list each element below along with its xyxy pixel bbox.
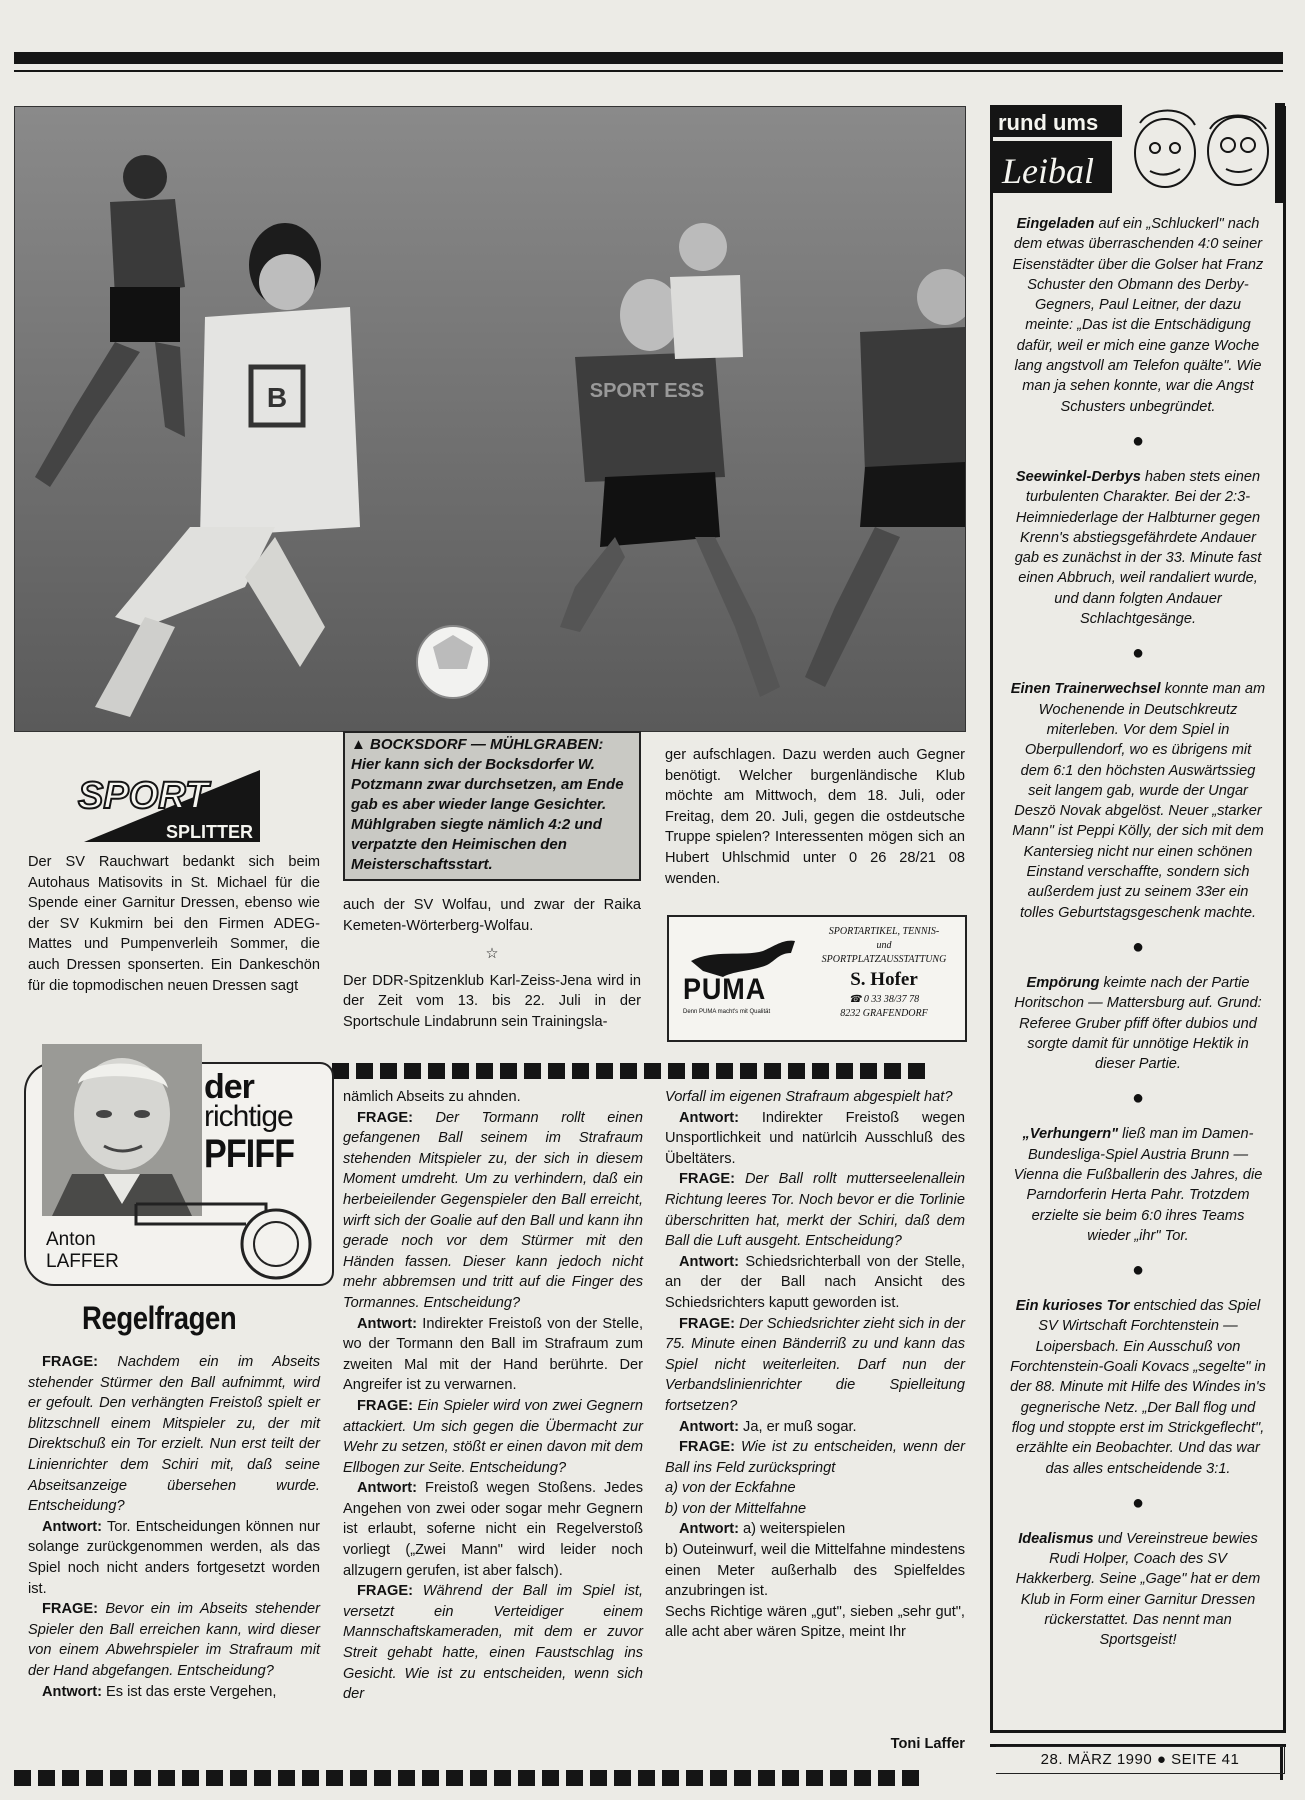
sidebar-text [1010, 214, 1266, 1651]
rule-text: b) von der Mittelfahne [665, 1500, 807, 1517]
ad-text [809, 925, 959, 1021]
rule-text: b) Outeinwurf, weil die Mittelfahne mindestens einen Meter außerhalb des Spielfeldes anzubringen ist. [665, 1542, 965, 1600]
footer-date: 28. MÄRZ 1990 [1040, 1751, 1153, 1768]
rule-label: FRAGE: [679, 1315, 735, 1332]
sidebar-item-text: haben stets einen turbulenten Charakter. Bei der 2:3-Heimniederlage der Halbturner gegen Krenn's abstiegsgefährdete Andauer gab es zunächst in der 33. Minute fast einen Abbruch, weil randaliert wurde, und dann folgten Andauer Schlachtgesänge. [1014, 468, 1262, 628]
rule-paragraph [665, 1540, 965, 1602]
footer-bullet-icon: ● [1156, 1751, 1167, 1768]
page-footer [996, 1746, 1285, 1774]
rule-text: Ein Spieler wird von zwei Gegnern attackiert. Um sich gegen die Übermacht zur Wehr zu setzen, stößt er einen davon mit dem Ellbogen zur Seite. Entscheidung? [343, 1397, 643, 1476]
signature: Toni Laffer [890, 1736, 965, 1752]
top-rule-thin [14, 70, 1283, 72]
sidebar-head-rund: rund ums [998, 110, 1099, 135]
rule-text: Schiedsrichterball von der Stelle, an der der Ball nach Ansicht des Schiedsrichters kaputt geworden ist. [665, 1253, 966, 1311]
bullet-icon: ● [1131, 1491, 1145, 1514]
bullet-icon: ● [1131, 429, 1145, 452]
rule-label: Antwort: [679, 1521, 739, 1538]
star-icon: ☆ [485, 946, 499, 963]
rule-text: Der Schiedsrichter zieht sich in der 75. Minute einen Bänderriß zu und kann das Spiel nicht weiterleiten. Darf nun der Verbandslinienrichter die Spielleitung fortsetzen? [665, 1315, 965, 1414]
caption-text: BOCKSDORF — MÜHLGRABEN: Hier kann sich der Bocksdorfer W. Potzmann zwar durchsetzen, am Ende gab es aber wieder lange Gesichter. Mühlgraben siegte nämlich 4:2 und verpatzte den Heimischen den Meisterschaftsstart. [351, 736, 624, 873]
splitter-col1 [28, 852, 320, 996]
rule-paragraph [665, 1108, 965, 1170]
puma-brand: PUMA [683, 973, 767, 1006]
rule-paragraph [343, 1478, 643, 1581]
whistle-icon [126, 1184, 322, 1282]
ad-address: 8232 GRAFENDORF [840, 1008, 928, 1019]
sidebar-item-lead: Empörung [1026, 974, 1100, 991]
rule-text: a) von der Eckfahne [665, 1480, 796, 1497]
pfiff-title-pfiff: PFIFF [204, 1132, 295, 1176]
rule-label: Antwort: [357, 1315, 417, 1332]
sidebar-item [1010, 1529, 1266, 1651]
sidebar-item [1010, 214, 1266, 417]
rule-paragraph [28, 1517, 320, 1599]
splitter-col2 [343, 895, 641, 1033]
square-divider-middle [332, 1063, 965, 1079]
ad-line2: und [876, 940, 892, 951]
rule-paragraph [343, 1087, 643, 1108]
rule-paragraph [343, 1396, 643, 1478]
puma-ad [667, 915, 967, 1042]
puma-slogan: Denn PUMA macht's mit Qualität [683, 1009, 771, 1015]
rule-label: Antwort: [42, 1518, 102, 1535]
rule-text: Sechs Richtige wären „gut", sieben „sehr gut", alle acht aber wären Spitze, meint Ihr [665, 1603, 965, 1641]
author-name [46, 1229, 119, 1273]
ad-line3: SPORTPLATZAUSSTATTUNG [821, 954, 947, 965]
photo-caption [343, 731, 641, 881]
rule-paragraph [665, 1417, 965, 1438]
regelfragen-col3 [665, 1087, 965, 1643]
pfiff-box [24, 1062, 334, 1286]
ad-name: S. Hofer [850, 969, 918, 990]
sidebar-item [1010, 467, 1266, 629]
rule-text: Während der Ball im Spiel ist, versetzt ein Verteidiger einem Mannschaftskameraden, mit dem er zuvor Streit gehabt hatte, einen Faustschlag ins Gesicht. Wie ist zu entscheiden, wenn sich der [343, 1583, 643, 1703]
rule-text: Tor. Entscheidungen können nur solange zurückgenommen werden, als das Spiel noch nicht anders fortgesetzt worden ist. [28, 1518, 320, 1597]
sidebar-item-lead: Seewinkel-Derbys [1015, 468, 1141, 485]
rule-label: Antwort: [679, 1418, 739, 1435]
rule-paragraph [28, 1599, 320, 1681]
sidebar-item [1010, 1124, 1266, 1246]
sidebar-head-label: Leibal [1002, 151, 1095, 191]
rule-paragraph [28, 1682, 320, 1703]
logo-sport-text: SPORT [78, 775, 209, 817]
rule-label: FRAGE: [679, 1171, 735, 1188]
sport-splitter-logo [74, 760, 260, 846]
sidebar-item [1010, 679, 1266, 923]
rule-paragraph [665, 1169, 965, 1251]
sidebar-item-text: entschied das Spiel SV Wirtschaft Forchtenstein — Loipersbach. Ein Ausschuß von Forchtenstein-Goali Kovacs „segelte" in der 88. Minute mit Hilfe des Windes in's gegnerische Netz. „Der Ball flog und flog und stoppte erst im Strickgeflecht", erzählte ein Beobachter. Und das war das alles entscheidende 3:1. [1010, 1298, 1266, 1477]
rule-paragraph [343, 1108, 643, 1314]
sidebar-item-lead: Eingeladen [1016, 216, 1095, 232]
ad-phone: 0 33 38/37 78 [863, 994, 920, 1005]
pfiff-title [204, 1068, 310, 1176]
regelfragen-col2 [343, 1087, 643, 1705]
caption-marker-icon: ▲ [351, 736, 366, 753]
rule-label: Antwort: [679, 1109, 739, 1126]
rule-text: Ja, er muß sogar. [743, 1418, 857, 1435]
bullet-icon: ● [1131, 642, 1145, 665]
sidebar-item-text: auf ein „Schluckerl" nach dem etwas überraschenden 4:0 seiner Eisenstädter über die Golser hat Franz Schuster den Obmann des Derby-Gegners, Paul Leitner, der dazu meinte: „Das ist die Entschädigung dafür, weil er mich eine ganze Woche lang angstvoll am Telefon quälte". Wie man ja sehen konnte, war die Angst Schusters unbegründet. [1012, 216, 1264, 415]
sidebar-header [990, 103, 1286, 203]
sidebar-item-lead: „Verhungern" [1022, 1126, 1119, 1143]
football-photo [14, 106, 966, 732]
splitter-col3 [665, 745, 965, 889]
author-last-name: LAFFER [46, 1251, 119, 1272]
pfiff-title-richtige: richtige [204, 1100, 293, 1133]
rule-paragraph [343, 1314, 643, 1396]
rule-text: Wie ist zu entscheiden, wenn der Ball ins Feld zurückspringt [665, 1439, 965, 1476]
rule-text: Indirekter Freistoß von der Stelle, wo der Tormann den Ball im Strafraum zum zweiten Mal mit der Hand berührte. Der Angreifer ist zu verwarnen. [343, 1315, 643, 1394]
sidebar-item-lead: Idealismus [1018, 1530, 1094, 1547]
phone-icon: ☎ [848, 994, 862, 1005]
regelfragen-col1 [28, 1352, 320, 1702]
sidebar-item-text: ließ man im Damen-Bundesliga-Spiel Austria Brunn — Vienna die Fußballerin des Jahres, die Parndorferin Herta Pahr. Trotzdem erzielte sie beim 6:0 ihres Teams wieder „ihr" Tor. [1013, 1126, 1263, 1244]
square-divider-bottom [14, 1770, 965, 1786]
rule-paragraph [665, 1314, 965, 1417]
rule-text: Bevor ein im Abseits stehender Spieler den Ball erreichen kann, wird dieser von einem Abwehrspieler im Strafraum mit der Hand abgefangen. Entscheidung? [28, 1601, 320, 1679]
rule-text: Indirekter Freistoß wegen Unsportlichkeit und natürlcih Ausschluß des Übeltäters. [665, 1109, 965, 1167]
rule-paragraph [28, 1352, 320, 1517]
rule-text: Der Tormann rollt einen gefangenen Ball seinem im Strafraum stehenden Mitspieler zu, der sich in diesem Moment umdreht. Um zu verhindern, daß ein herbeieilender Gegenspieler den Ball erreicht, wirft sich der Goalie auf den Ball und kann ihn gerade noch vor dem Stürmer mit den Händen fassen. Dieser kann jedoch nicht mehr abbremsen und tritt auf die Finger des Tormannes. Entscheidung? [343, 1109, 643, 1311]
regelfragen-heading: Regelfragen [82, 1300, 237, 1336]
rule-text: Es ist das erste Vergehen, [106, 1683, 277, 1700]
rule-text: Freistoß wegen Stoßens. Jedes Angehen von zwei oder sogar mehr Gegnern ist erlaubt, soferne nicht ein Regelverstoß vorliegt („Zwei Mann" wird leider noch allzugern gerufen, ist aber falsch). [343, 1480, 644, 1579]
rule-label: FRAGE: [357, 1109, 413, 1126]
sidebar-item-lead: Einen Trainerwechsel [1010, 681, 1161, 698]
rule-text: Nachdem ein im Abseits stehender Stürmer den Ball aufnimmt, wird er gefoult. Den verhängten Freistoß spielt er blitzschnell einem Mitspieler zu, der mit Direktschuß ein Tor erzielt. Nun erst teilt der Linienrichter dem Schiri mit, daß seine Abseitsanzeige übersehen wurde. Entscheidung? [28, 1354, 321, 1515]
rule-paragraph [665, 1087, 965, 1108]
rule-paragraph [343, 1581, 643, 1705]
rule-label: Antwort: [357, 1480, 417, 1497]
splitter-col2a-text: auch der SV Wolfau, und zwar der Raika Kemeten-Wörterberg-Wolfau. [343, 897, 641, 934]
sidebar-item [1010, 973, 1266, 1074]
rule-paragraph [665, 1437, 965, 1478]
rule-label: FRAGE: [357, 1397, 413, 1414]
rule-paragraph [665, 1602, 965, 1643]
rule-text: Vorfall im eigenen Strafraum abgespielt hat? [665, 1089, 953, 1105]
rule-label: FRAGE: [679, 1439, 735, 1456]
rule-text: Der Ball rollt mutterseelenallein Richtung leeres Tor. Noch bevor er die Torlinie überschritten hat, merkt der Schiri, daß dem Ball die Luft ausgeht. Entscheidung? [665, 1171, 965, 1250]
svg-text:SPORT ESS: SPORT ESS [589, 380, 705, 402]
top-rule [14, 52, 1283, 64]
svg-text:B: B [266, 382, 288, 413]
rule-label: Antwort: [679, 1253, 739, 1270]
pfiff-title-der: der [204, 1068, 254, 1106]
footer-page: SEITE 41 [1171, 1751, 1240, 1768]
rule-label: FRAGE: [42, 1601, 98, 1618]
splitter-col1-text: Der SV Rauchwart bedankt sich beim Autohaus Matisovits in St. Michael für die Spende einer Garnitur Dressen, ebenso wie der SV Kukmirn bei den Firmen ADEG-Mattes und Pumpenverleih Sommer, die auch Dressen sponserten. Ein Dankeschön für die topmodischen neuen Dressen sagt [28, 854, 320, 994]
logo-splitter-text: SPLITTER [166, 822, 254, 842]
author-first-name: Anton [46, 1229, 96, 1250]
rule-text: a) weiterspielen [743, 1521, 846, 1538]
rule-text: nämlich Abseits zu ahnden. [343, 1089, 521, 1105]
rule-paragraph [665, 1252, 965, 1314]
sidebar-item [1010, 1296, 1266, 1479]
sidebar-item-text: keimte nach der Partie Horitschon — Mattersburg auf. Grund: Referee Gruber pfiff öfter dubios und sorgte damit für unnötige Hektik in dieser Partie. [1014, 974, 1262, 1073]
rule-paragraph [665, 1519, 965, 1540]
bullet-icon: ● [1131, 1087, 1145, 1110]
splitter-col3-text: ger aufschlagen. Dazu werden auch Gegner benötigt. Welcher burgenländische Klub möchte am Mittwoch, dem 18. Juli, oder Freitag, dem 20. Juli, gegen die ostdeutsche Truppe spielen? Interessenten mögen sich an Hubert Uhlschmid unter 0 26 28/21 08 wenden. [665, 747, 965, 887]
bullet-icon: ● [1131, 935, 1145, 958]
sidebar-item-text: und Vereinstreue bewies Rudi Holper, Coach des SV Hakkerberg. Seine „Gage" hat er dem Klub in Form einer Garnitur Dressen rückerstattet. Das nennt man Sportsgeist! [1015, 1530, 1261, 1649]
sidebar-item-text: konnte man am Wochenende in Deutschkreutz miterleben. Vor dem Spiel in Oberpullendorf, wo es übrigens mit dem 6:1 den höchsten Auswärtssieg seit langem gab, wurde der Ungar Deszö Novak abgelöst. Neuer „starker Mann" ist Peppi Kölly, der sich mit dem Kantersieg nicht nur einen schönen Einstand verschaffte, sondern sich außerdem just zu seinem 33er ein tolles Geburtstagsgeschenk machte. [1012, 681, 1266, 921]
rule-label: FRAGE: [357, 1583, 413, 1600]
sidebar-item-lead: Ein kurioses Tor [1015, 1298, 1130, 1315]
rule-paragraph [665, 1478, 965, 1499]
rule-label: FRAGE: [42, 1354, 98, 1370]
splitter-col2b-text: Der DDR-Spitzenklub Karl-Zeiss-Jena wird in der Zeit vom 13. bis 22. Juli in der Sportschule Lindabrunn sein Trainingsla- [343, 972, 641, 1030]
rule-label: Antwort: [42, 1683, 102, 1700]
cartoon-faces-icon [1135, 103, 1284, 203]
ad-line1: SPORTARTIKEL, TENNIS- [828, 926, 940, 937]
bullet-icon: ● [1131, 1259, 1145, 1282]
rule-paragraph [665, 1499, 965, 1520]
